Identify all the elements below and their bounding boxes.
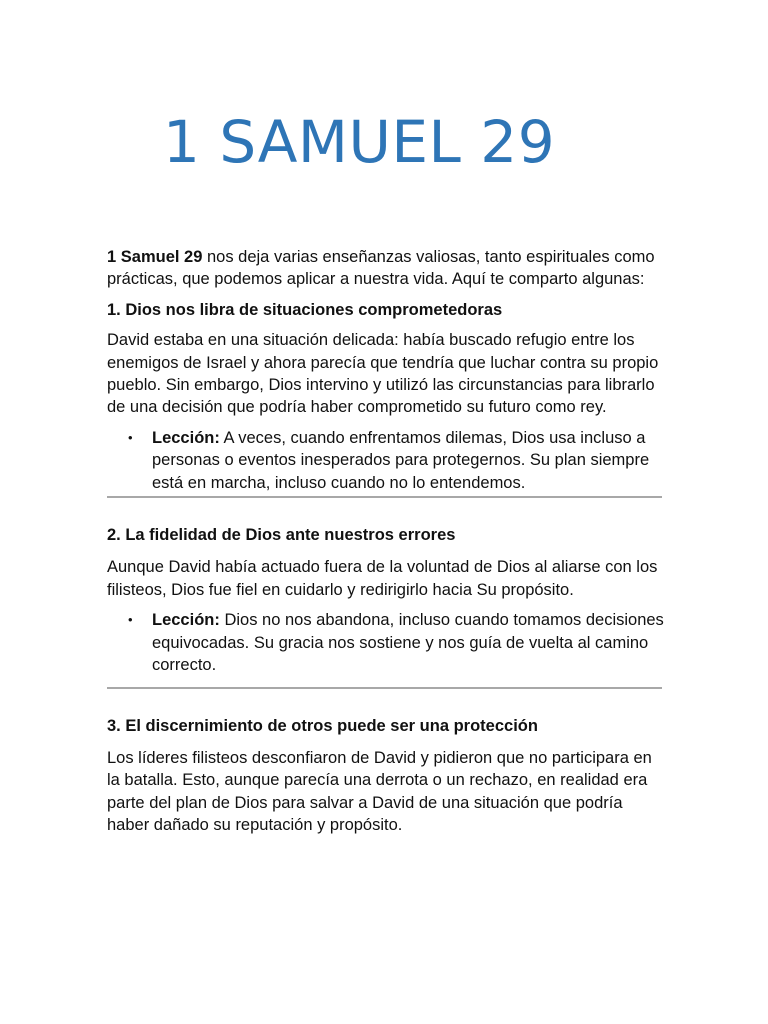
section-2-body: Aunque David había actuado fuera de la voluntad de Dios al aliarse con los filisteos, Dios fue fiel en cuidarlo y redirigirlo hacia Su propósito. [107,558,658,599]
section-3-heading: 3. El discernimiento de otros puede ser una protección [107,716,538,735]
section-1-heading: 1. Dios nos libra de situaciones comprometedoras [107,300,503,319]
lesson-label: Lección: [152,428,220,447]
lesson-label: Lección: [152,611,220,630]
page-title: 1 SAMUEL 29 [163,108,556,176]
intro-text: nos deja varias enseñanzas valiosas, tanto espirituales como prácticas, que podemos aplicar a nuestra vida. Aquí te comparto algunas: [107,248,655,289]
intro-bold: 1 Samuel 29 [107,248,203,266]
lesson-text: Dios no nos abandona, incluso cuando tomamos decisiones equivocadas. Su gracia nos sostiene y nos guía de vuelta al camino correcto. [152,611,664,675]
section-2-lesson [152,609,667,676]
section-2-lesson-list [107,609,667,676]
intro-paragraph [107,246,667,291]
section-1-lesson-list [107,427,667,494]
section-1-lesson [152,427,667,494]
section-3-body: Los líderes filisteos desconfiaron de David y pidieron que no participara en la batalla. Esto, aunque parecía una derrota o un rechazo, en realidad era parte del plan de Dios para salvar a David de una situación que podría haber dañado su reputación y propósito. [107,748,652,835]
lesson-text: A veces, cuando enfrentamos dilemas, Dios usa incluso a personas o eventos inesperados para protegernos. Su plan siempre está en marcha, incluso cuando no lo entendemos. [152,428,650,492]
section-divider [107,496,662,498]
section-1-body: David estaba en una situación delicada: había buscado refugio entre los enemigos de Israel y ahora parecía que tendría que luchar contra su propio pueblo. Sin embargo, Dios intervino y utilizó las circunstancias para librarlo de una decisión que podría haber comprometido su futuro como rey. [107,331,659,417]
section-2-heading: 2. La fidelidad de Dios ante nuestros errores [107,526,456,545]
document-body [107,246,667,845]
section-divider [107,687,662,689]
